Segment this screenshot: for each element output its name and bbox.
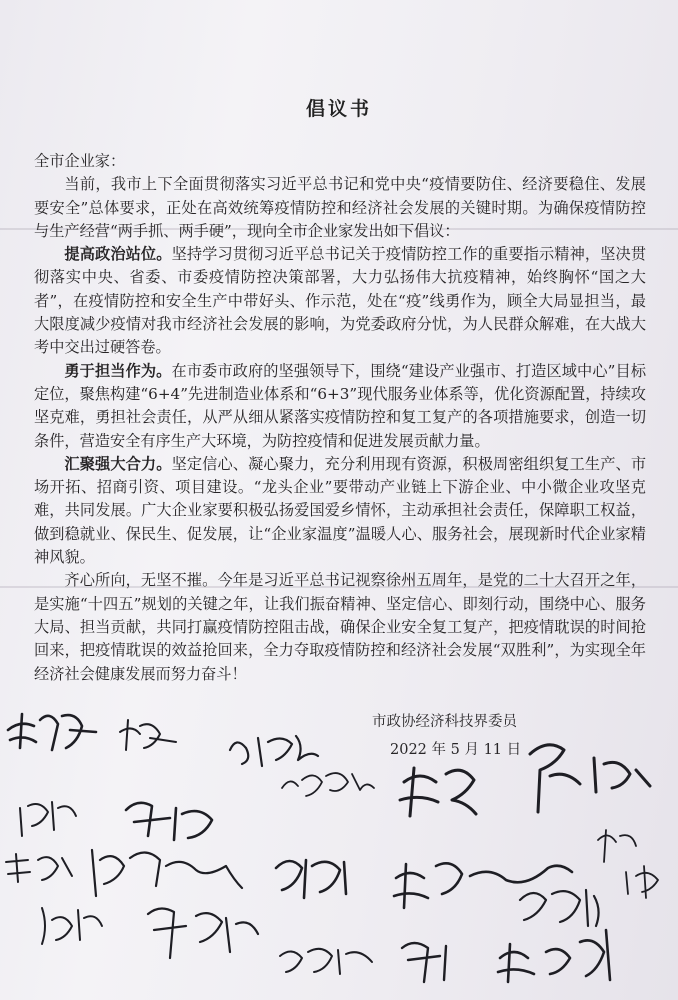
signature-date: 2022 年 5 月 11 日: [390, 742, 522, 758]
signature-scribble: [8, 714, 96, 750]
point-paragraph: [34, 453, 646, 569]
point-body: 坚定信心、凝心聚力，充分利用现有资源，积极周密组织复工生产、市场开拓、招商引资、项目建设。“龙头企业”要带动产业链上下游企业、中小微企业攻坚克难，共同发展。广大企业家要积极弘扬爱国爱乡情怀，主动承担社会责任，保障职工权益，做到稳就业、保民生、促发展，让“企业家温度”温暖人心、服务社会，展现新时代企业家精神风貌。: [34, 454, 647, 567]
signature-scribble: [20, 802, 76, 836]
signature-scribble: [276, 860, 346, 898]
signature-scribble: [42, 908, 102, 944]
signature-scribble: [280, 949, 372, 974]
point-heading: 提高政治站位。: [64, 245, 172, 264]
signature-scribble: [148, 908, 258, 958]
signature-organization: 市政协经济科技界委员: [372, 714, 517, 730]
signature-scribble: [598, 830, 658, 898]
handwritten-signatures: [0, 690, 678, 1000]
signature-scribble: [520, 890, 599, 926]
signature-scribble: [282, 773, 374, 796]
intro-paragraph: 当前，我市上下全面贯彻落实习近平总书记和党中央“疫情要防住、经济要稳住、发展要安全”总体要求，正处在高效统筹疫情防控和经济社会发展的关键时期。为确保疫情防控与生产经营“两手抓、两手硬”，现向全市企业家发出如下倡议：: [34, 175, 646, 240]
signature-scribble: [6, 854, 72, 882]
closing-paragraph: 齐心所向，无坚不摧。今年是习近平总书记视察徐州五周年，是党的二十大召开之年，是实施“十四五”规划的关键之年，让我们振奋精神、坚定信心、即刻行动，围绕中心、服务大局、担当贡献，共同打赢疫情防控阻击战，确保企业安全复工复产，把疫情耽误的时间抢回来，把疫情耽误的效益抢回来，全力夺取疫情防控和经济社会发展“双胜利”，为实现全年经济社会健康发展而努力奋斗！: [34, 571, 646, 683]
point-body: 在市委市政府的坚强领导下，围绕“建设产业强市、打造区域中心”目标定位，聚焦构建“6+4”先进制造业体系和“6+3”现代服务业体系等，优化资源配置，持续攻坚克难，勇担社会责任，从严从细从紧落实疫情防控和复工复产的各项措施要求，创造一切条件，营造安全有序生产大环境，为防控疫情和促进发展贡献力量。: [34, 361, 647, 450]
signature-scribble: [498, 930, 610, 982]
signature-scribble: [92, 850, 242, 896]
salutation: 全市企业家：: [34, 152, 126, 170]
signature-scribble: [126, 803, 212, 840]
signature-scribble: [230, 736, 318, 766]
signature-scribble: [530, 745, 650, 812]
point-heading: 勇于担当作为。: [64, 361, 172, 380]
point-paragraph: [34, 243, 646, 359]
point-heading: 汇聚强大合力。: [64, 454, 172, 473]
document-body: [34, 150, 646, 686]
point-paragraph: [34, 360, 646, 453]
signature-scribble: [402, 943, 446, 982]
document-title: 倡议书: [305, 98, 372, 120]
signature-scribble: [400, 768, 476, 816]
signature-scribble: [120, 720, 176, 750]
point-body: 坚持学习贯彻习近平总书记关于疫情防控工作的重要指示精神，坚决贯彻落实中央、省委、市委疫情防控决策部署，大力弘扬伟大抗疫精神，始终胸怀“国之大者”，在疫情防控和安全生产中带好头、作示范，处在“疫”线勇作为，顾全大局显担当，最大限度减少疫情对我市经济社会发展的影响，为党委政府分忧，为人民群众解难，在大战大考中交出过硬答卷。: [34, 245, 647, 357]
